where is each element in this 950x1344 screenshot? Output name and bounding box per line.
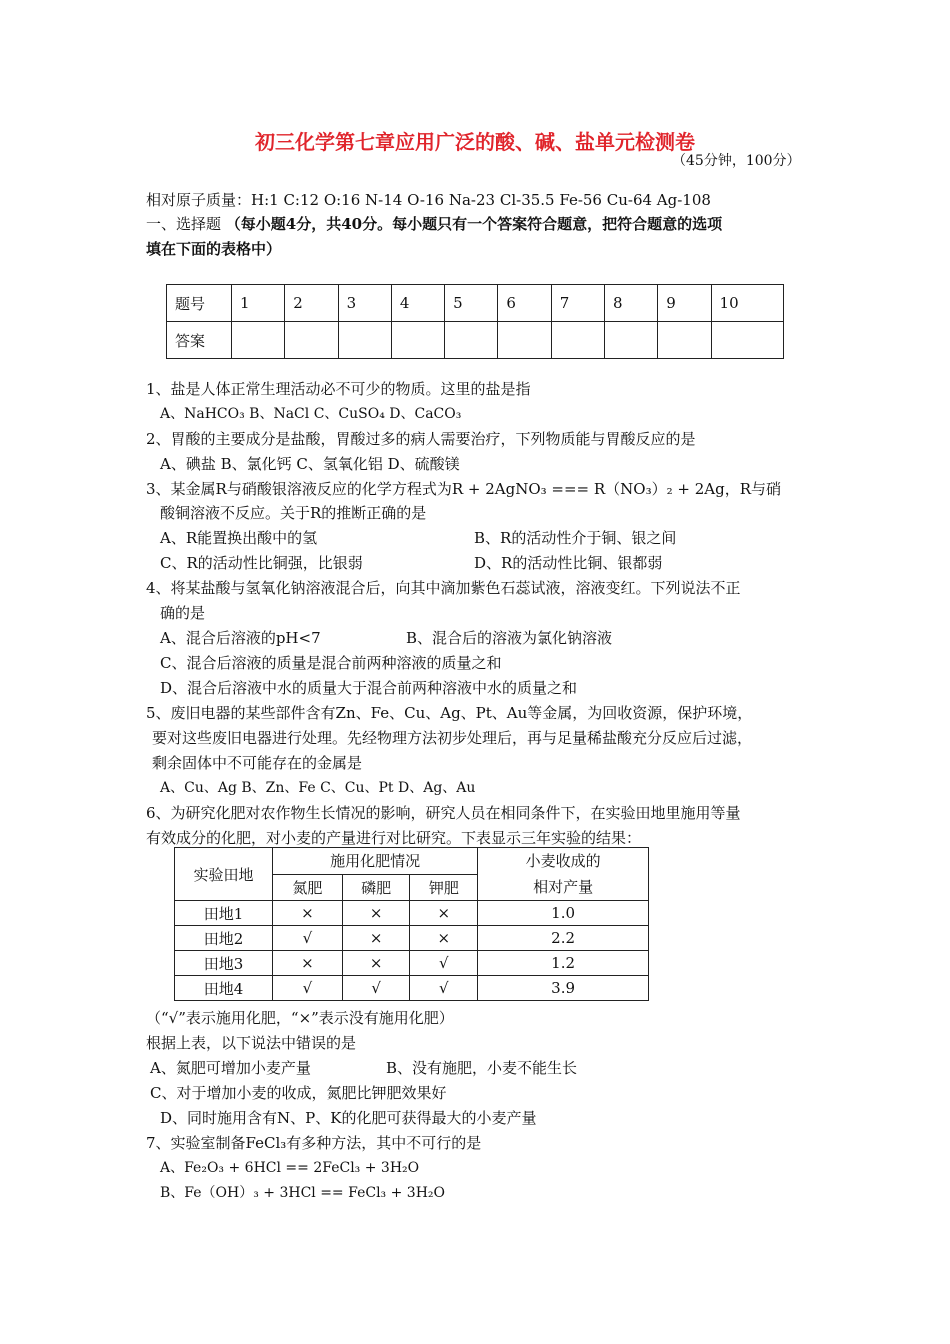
q5-options: A、Cu、Ag B、Zn、Fe C、Cu、Pt D、Ag、Au bbox=[160, 780, 476, 796]
fert-header-p: 磷肥 bbox=[342, 874, 410, 901]
answer-cell[interactable] bbox=[338, 322, 391, 359]
q7-stem: 7、实验室制备FeCl₃有多种方法，其中不可行的是 bbox=[146, 1134, 482, 1152]
q3-option-c: C、R的活动性比铜强，比银弱 bbox=[160, 554, 363, 572]
answer-cell[interactable] bbox=[285, 322, 338, 359]
page-title: 初三化学第七章应用广泛的酸、碱、盐单元检测卷 bbox=[255, 130, 695, 154]
answer-cell[interactable] bbox=[604, 322, 657, 359]
answer-cell[interactable] bbox=[551, 322, 604, 359]
page-subtitle: （45分钟，100分） bbox=[672, 153, 801, 169]
q4-option-d: D、混合后溶液中水的质量大于混合前两种溶液中水的质量之和 bbox=[160, 679, 578, 697]
q2-options: A、碘盐 B、氯化钙 C、氢氧化铝 D、硫酸镁 bbox=[160, 455, 460, 473]
answer-number: 10 bbox=[711, 285, 783, 322]
fert-yield: 2.2 bbox=[478, 926, 649, 951]
q3-stem-2: 酸铜溶液不反应。关于R的推断正确的是 bbox=[160, 504, 427, 522]
q1-stem: 1、盐是人体正常生理活动必不可少的物质。这里的盐是指 bbox=[146, 380, 531, 398]
answer-table-number-row bbox=[167, 285, 784, 322]
answer-number: 7 bbox=[551, 285, 604, 322]
q4-stem-2: 确的是 bbox=[160, 604, 206, 622]
q6-stem-2: 有效成分的化肥，对小麦的产量进行对比研究。下表显示三年实验的结果： bbox=[146, 829, 642, 847]
answer-number: 4 bbox=[391, 285, 444, 322]
q6-option-d: D、同时施用含有N、P、K的化肥可获得最大的小麦产量 bbox=[160, 1109, 537, 1127]
atomic-masses: 相对原子质量：H:1 C:12 O:16 N-14 O-16 Na-23 Cl-35.5 Fe-56 Cu-64 Ag-108 bbox=[146, 191, 711, 209]
q2-stem: 2、胃酸的主要成分是盐酸，胃酸过多的病人需要治疗，下列物质能与胃酸反应的是 bbox=[146, 430, 696, 448]
answer-number: 6 bbox=[498, 285, 551, 322]
fert-header-yield-2: 相对产量 bbox=[533, 878, 594, 896]
answer-number: 3 bbox=[338, 285, 391, 322]
fert-header-row-1 bbox=[175, 848, 649, 875]
section1-heading bbox=[146, 213, 722, 234]
answer-number: 9 bbox=[658, 285, 711, 322]
q4-stem-1: 4、将某盐酸与氢氧化钠溶液混合后，向其中滴加紫色石蕊试液，溶液变红。下列说法不正 bbox=[146, 579, 741, 597]
q5-stem-1: 5、废旧电器的某些部件含有Zn、Fe、Cu、Ag、Pt、Au等金属，为回收资源，保护环境， bbox=[146, 704, 753, 722]
answer-number: 2 bbox=[285, 285, 338, 322]
q3-stem-1: 3、某金属R与硝酸银溶液反应的化学方程式为R + 2AgNO₃ === R（NO₃）₂ + 2Ag，R与硝 bbox=[146, 480, 782, 498]
section1-prefix: 一、选择题 bbox=[146, 215, 226, 233]
q4-option-c: C、混合后溶液的质量是混合前两种溶液的质量之和 bbox=[160, 654, 502, 672]
answer-cell[interactable] bbox=[498, 322, 551, 359]
section1-instruction: （每小题4分，共40分。每小题只有一个答案符合题意，把符合题意的选项 bbox=[225, 215, 723, 233]
fertilizer-table bbox=[174, 847, 649, 1001]
fert-field: 田地2 bbox=[175, 926, 273, 951]
q5-stem-3: 剩余固体中不可能存在的金属是 bbox=[152, 754, 363, 772]
table-row bbox=[175, 976, 649, 1001]
q7-option-b: B、Fe（OH）₃ + 3HCl == FeCl₃ + 3H₂O bbox=[160, 1185, 445, 1201]
table-row bbox=[175, 901, 649, 926]
fert-yield: 1.0 bbox=[478, 901, 649, 926]
fert-field: 田地1 bbox=[175, 901, 273, 926]
answer-cell[interactable] bbox=[391, 322, 444, 359]
q6-option-b: B、没有施肥，小麦不能生长 bbox=[386, 1059, 578, 1077]
table-row bbox=[175, 926, 649, 951]
fert-k: × bbox=[410, 926, 478, 951]
fert-yield: 3.9 bbox=[478, 976, 649, 1001]
answer-table-answer-row bbox=[167, 322, 784, 359]
answer-cell[interactable] bbox=[711, 322, 783, 359]
fert-k: × bbox=[410, 901, 478, 926]
fert-p: × bbox=[342, 901, 410, 926]
fert-field: 田地4 bbox=[175, 976, 273, 1001]
fert-p: × bbox=[342, 926, 410, 951]
q5-stem-2: 要对这些废旧电器进行处理。先经物理方法初步处理后，再与足量稀盐酸充分反应后过滤， bbox=[152, 729, 753, 747]
fert-n: √ bbox=[273, 976, 343, 1001]
fert-header-fertilizer: 施用化肥情况 bbox=[273, 848, 478, 875]
fert-n: × bbox=[273, 951, 343, 976]
answer-cell[interactable] bbox=[445, 322, 498, 359]
q3-option-b: B、R的活动性介于铜、银之间 bbox=[474, 529, 677, 547]
answer-table-label: 答案 bbox=[167, 322, 232, 359]
answer-table bbox=[166, 284, 784, 359]
fert-header-n: 氮肥 bbox=[273, 874, 343, 901]
fert-k: √ bbox=[410, 951, 478, 976]
q6-stem-1: 6、为研究化肥对农作物生长情况的影响，研究人员在相同条件下，在实验田地里施用等量 bbox=[146, 804, 741, 822]
fert-header-field: 实验田地 bbox=[175, 848, 273, 901]
fert-yield: 1.2 bbox=[478, 951, 649, 976]
fert-header-yield-1: 小麦收成的 bbox=[525, 852, 601, 870]
fert-header-k: 钾肥 bbox=[410, 874, 478, 901]
q3-option-a: A、R能置换出酸中的氢 bbox=[160, 529, 318, 547]
fert-k: √ bbox=[410, 976, 478, 1001]
fert-p: × bbox=[342, 951, 410, 976]
q6-question: 根据上表，以下说法中错误的是 bbox=[146, 1034, 357, 1052]
q3-option-d: D、R的活动性比铜、银都弱 bbox=[474, 554, 663, 572]
table-row bbox=[175, 951, 649, 976]
fert-n: √ bbox=[273, 926, 343, 951]
answer-table-label: 题号 bbox=[167, 285, 232, 322]
q6-note: （“√”表示施用化肥，“×”表示没有施用化肥） bbox=[146, 1009, 454, 1027]
answer-number: 1 bbox=[232, 285, 285, 322]
fert-header-yield bbox=[478, 848, 649, 901]
fert-p: √ bbox=[342, 976, 410, 1001]
q4-option-a: A、混合后溶液的pH<7 bbox=[160, 629, 321, 647]
fert-field: 田地3 bbox=[175, 951, 273, 976]
answer-cell[interactable] bbox=[658, 322, 711, 359]
answer-number: 8 bbox=[604, 285, 657, 322]
answer-cell[interactable] bbox=[232, 322, 285, 359]
section1-instruction-2: 填在下面的表格中） bbox=[146, 240, 282, 258]
answer-number: 5 bbox=[445, 285, 498, 322]
q6-option-a: A、氮肥可增加小麦产量 bbox=[150, 1059, 311, 1077]
q4-option-b: B、混合后的溶液为氯化钠溶液 bbox=[406, 629, 613, 647]
q6-option-c: C、对于增加小麦的收成，氮肥比钾肥效果好 bbox=[150, 1084, 447, 1102]
q7-option-a: A、Fe₂O₃ + 6HCl == 2FeCl₃ + 3H₂O bbox=[160, 1160, 420, 1176]
q1-options: A、NaHCO₃ B、NaCl C、CuSO₄ D、CaCO₃ bbox=[160, 406, 462, 422]
fert-n: × bbox=[273, 901, 343, 926]
